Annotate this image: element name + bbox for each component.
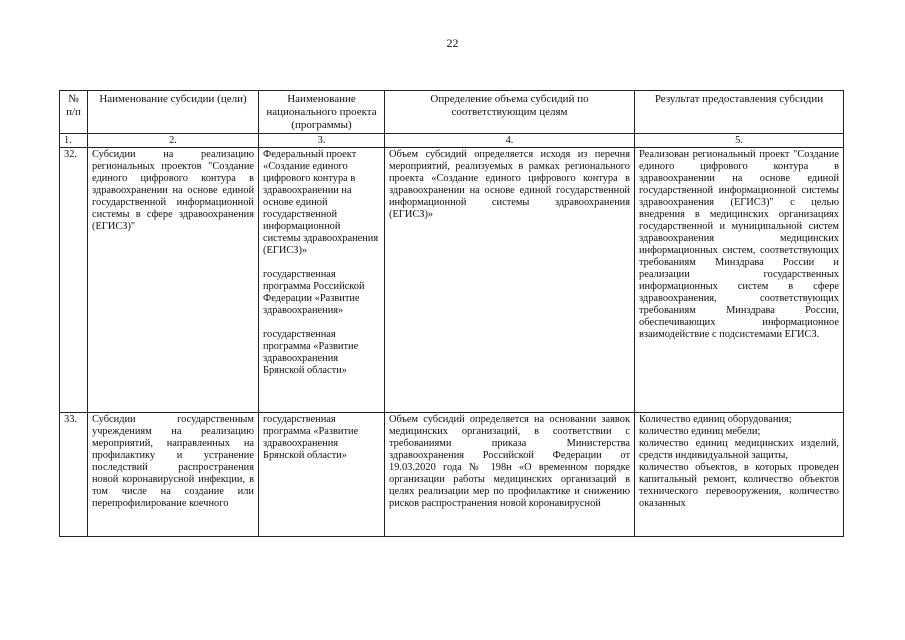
table-row xyxy=(60,148,844,413)
subsidy-name-cell: Субсидии на реализацию региональных проектов "Создание единого цифрового контура в здравоохранении на основе единой государственной информационной системы в сфере здравоохранения (ЕГИСЗ)" xyxy=(88,148,259,413)
project-paragraph: государственная программа Российской Федерации «Развитие здравоохранения» xyxy=(263,269,365,316)
project-cell xyxy=(259,148,385,413)
subsidy-table xyxy=(59,90,844,537)
header-result: Результат предоставления субсидии xyxy=(635,91,844,134)
column-number: 3. xyxy=(259,134,385,148)
column-number: 4. xyxy=(385,134,635,148)
row-number: 33. xyxy=(60,413,88,537)
project-paragraph: Федеральный проект «Создание единого цифрового контура в здравоохранении на основе единой государственной информационной системы здравоохранения (ЕГИСЗ)» xyxy=(263,149,379,256)
column-number: 1. xyxy=(60,134,88,148)
column-number-row xyxy=(60,134,844,148)
result-line: Количество единиц оборудования; xyxy=(639,414,792,425)
header-number: № п/п xyxy=(60,91,88,134)
result-line: количество единиц медицинских изделий, средств индивидуальной защиты, xyxy=(639,438,839,461)
table-header-row xyxy=(60,91,844,134)
result-line: количество объектов, в которых проведен капитальный ремонт, количество объектов технического перевооружения, количество оказанных xyxy=(639,462,839,509)
project-cell xyxy=(259,413,385,537)
column-number: 2. xyxy=(88,134,259,148)
project-paragraph: государственная программа «Развитие здравоохранения Брянской области» xyxy=(263,329,359,376)
page-number: 22 xyxy=(446,36,459,50)
volume-cell: Объем субсидий определяется исходя из перечня мероприятий, реализуемых в рамках регионального проекта «Создание единого цифрового контура в здравоохранении на основе единой государственной информационной системы здравоохранения (ЕГИСЗ)» xyxy=(385,148,635,413)
column-number: 5. xyxy=(635,134,844,148)
table-row xyxy=(60,413,844,537)
row-number: 32. xyxy=(60,148,88,413)
result-cell: Реализован региональный проект "Создание единого цифрового контура в здравоохранении на основе единой государственной информационной системы здравоохранения (ЕГИСЗ)" с целью внедрения в медицинских организациях государственной и муниципальной систем здравоохранения медицинских информационных систем, соответствующих требованиям Минздрава России и реализации государственных информационных систем в сфере здравоохранения, соответствующих требованиям Минздрава России, обеспечивающих информационное взаимодействие с подсистемами ЕГИСЗ. xyxy=(635,148,844,413)
result-line: количество единиц мебели; xyxy=(639,426,761,437)
header-subsidy-name: Наименование субсидии (цели) xyxy=(88,91,259,134)
header-volume-definition: Определение объема субсидий по соответствующим целям xyxy=(385,91,635,134)
project-paragraph: государственная программа «Развитие здравоохранения Брянской области» xyxy=(263,414,359,461)
volume-cell: Объем субсидий определяется на основании заявок медицинских организаций, в соответствии с требованиями приказа Министерства здравоохранения Российской Федерации от 19.03.2020 года № 198н «О временном порядке организации работы медицинских организаций в целях реализации мер по профилактике и снижению рисков распространения новой коронавирусной xyxy=(385,413,635,537)
result-cell xyxy=(635,413,844,537)
header-national-project: Наименование национального проекта (программы) xyxy=(259,91,385,134)
subsidy-name-cell: Субсидии государственным учреждениям на реализацию мероприятий, направленных на профилактику и устранение последствий распространения новой коронавирусной инфекции, в том числе на создание или перепрофилирование коечного xyxy=(88,413,259,537)
